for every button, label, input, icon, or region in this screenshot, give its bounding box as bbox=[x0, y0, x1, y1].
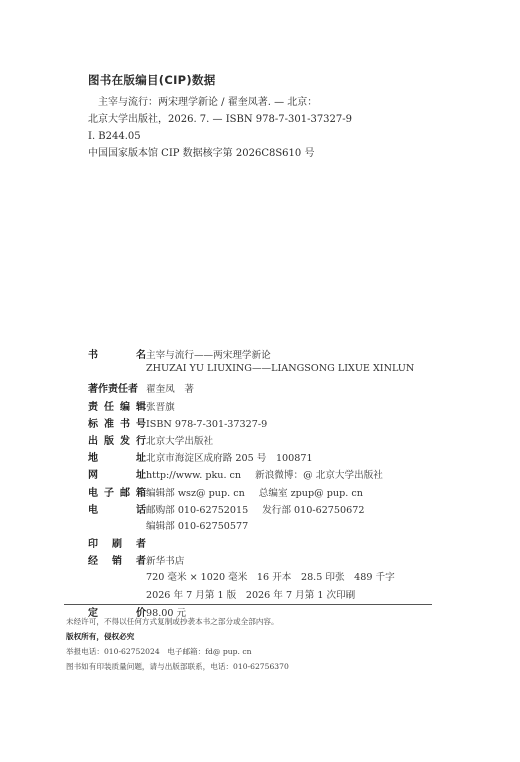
edition-value: 2026 年 7 月第 1 版 2026 年 7 月第 1 次印刷 bbox=[146, 589, 356, 601]
divider bbox=[64, 604, 432, 605]
author-label: 著作责任者 bbox=[88, 384, 138, 396]
colophon-row-distributor bbox=[88, 552, 468, 569]
book-name-value: 主宰与流行——两宋理学新论 bbox=[146, 350, 271, 361]
editor-label: 责 任 编 辑 bbox=[88, 401, 146, 413]
phone-value bbox=[146, 502, 364, 516]
cip-block bbox=[88, 94, 448, 162]
phone-label: 电 话 bbox=[88, 504, 146, 516]
author-value: 翟奎凤 著 bbox=[146, 384, 194, 396]
colophon-table bbox=[88, 346, 468, 621]
colophon-row-email bbox=[88, 484, 468, 501]
colophon-row-publisher bbox=[88, 432, 468, 449]
cip-title: 图书在版编目(CIP)数据 bbox=[88, 73, 216, 87]
quality-contact: 图书如有印装质量问题，请与出版部联系，电话：010-62756370 bbox=[66, 662, 289, 671]
colophon-row-pinyin bbox=[88, 363, 468, 380]
phone-editorial: 编辑部 010-62750577 bbox=[146, 520, 249, 532]
website-label: 网 址 bbox=[88, 470, 146, 482]
printer-label: 印 刷 者 bbox=[88, 539, 146, 551]
distributor-value: 新华书店 bbox=[146, 556, 185, 568]
website-url[interactable]: http://www. pku. cn bbox=[146, 470, 242, 482]
report-contact: 举报电话：010-62752024 电子邮箱：fd@ pup. cn bbox=[66, 647, 252, 656]
editor-value: 张晋旗 bbox=[146, 401, 175, 413]
isbn-value: ISBN 978-7-301-37327-9 bbox=[146, 418, 268, 430]
email-label: 电 子 邮 箱 bbox=[88, 487, 146, 499]
publisher-label: 出 版 发 行 bbox=[88, 435, 146, 447]
phone-mail: 邮购部 010-62752015 bbox=[146, 504, 249, 516]
rights-reserved: 版权所有，侵权必究 bbox=[66, 632, 135, 641]
price-label: 定 价 bbox=[88, 607, 146, 619]
website-value bbox=[146, 467, 383, 481]
cip-line: Ⅰ. B244.05 bbox=[88, 131, 141, 142]
distributor-label: 经 销 者 bbox=[88, 556, 146, 568]
book-name-pinyin: ZHUZAI YU LIUXING——LIANGSONG LIXUE XINLUN bbox=[146, 363, 415, 375]
colophon-row-isbn bbox=[88, 415, 468, 432]
email-chief[interactable]: 总编室 zpup@ pup. cn bbox=[258, 487, 363, 499]
cip-line: 北京大学出版社，2026. 7. — ISBN 978-7-301-37327-9 bbox=[88, 114, 353, 125]
book-name-label: 书 名 bbox=[88, 350, 146, 361]
colophon-row-author bbox=[88, 380, 468, 397]
colophon-row-format bbox=[88, 569, 468, 586]
weibo-handle: 新浪微博：@ 北京大学出版社 bbox=[255, 470, 383, 482]
cip-line: 中国国家版本馆 CIP 数据核字第 2026C8S610 号 bbox=[88, 148, 315, 159]
isbn-label: 标 准 书 号 bbox=[88, 418, 146, 430]
colophon-row-printer bbox=[88, 535, 468, 552]
colophon-row-phone-2 bbox=[88, 518, 468, 535]
colophon-row-edition bbox=[88, 587, 468, 604]
colophon-row-website bbox=[88, 466, 468, 483]
email-value bbox=[146, 485, 363, 499]
format-value: 720 毫米 × 1020 毫米 16 开本 28.5 印张 489 千字 bbox=[146, 572, 395, 584]
price-value: 98.00 元 bbox=[146, 607, 187, 619]
address-value: 北京市海淀区成府路 205 号 100871 bbox=[146, 453, 313, 465]
copyright-notes bbox=[66, 614, 446, 674]
publisher-value: 北京大学出版社 bbox=[146, 435, 214, 447]
cip-line: 主宰与流行：两宋理学新论 / 翟奎凤著. — 北京： bbox=[98, 97, 318, 108]
email-editorial[interactable]: 编辑部 wsz@ pup. cn bbox=[146, 487, 245, 499]
colophon-row-phone bbox=[88, 501, 468, 518]
copying-notice: 未经许可，不得以任何方式复制或抄袭本书之部分或全部内容。 bbox=[66, 617, 279, 626]
colophon-row-editor bbox=[88, 398, 468, 415]
phone-distribution: 发行部 010-62750672 bbox=[262, 504, 365, 516]
colophon-row-book-name bbox=[88, 346, 468, 363]
address-label: 地 址 bbox=[88, 453, 146, 465]
colophon-row-address bbox=[88, 449, 468, 466]
